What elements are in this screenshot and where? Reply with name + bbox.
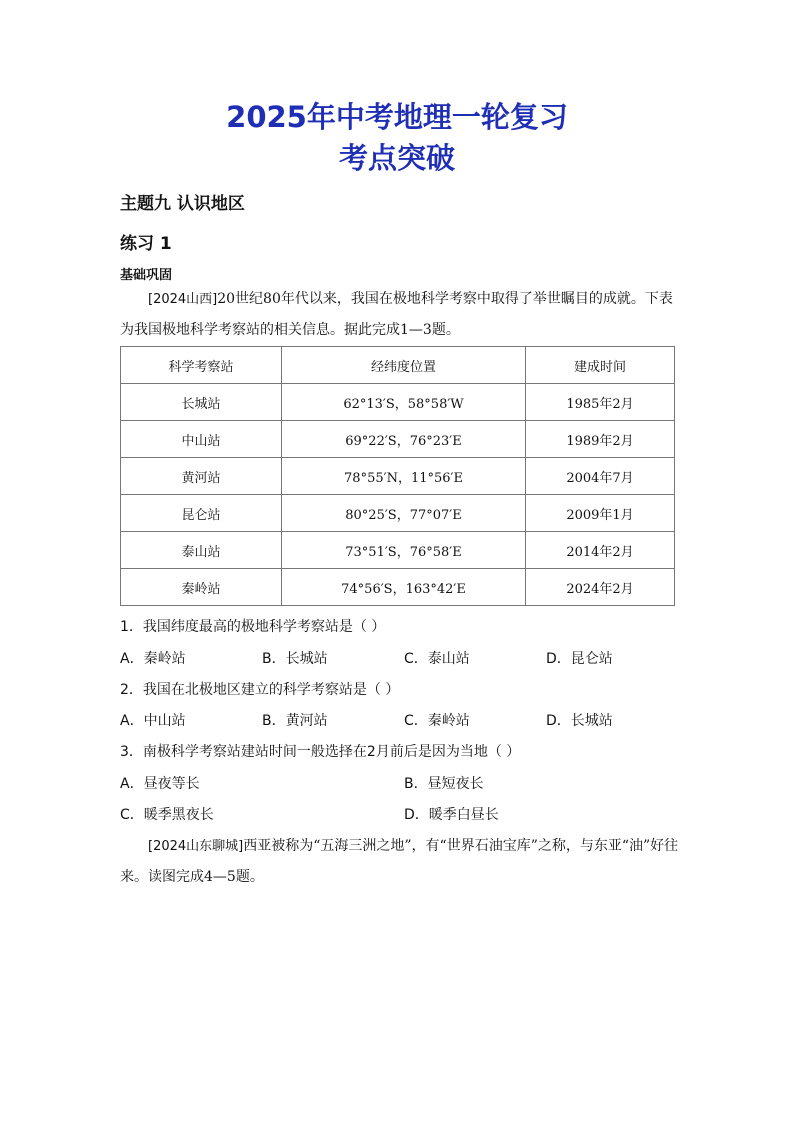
question-2-stem: 2．我国在北极地区建立的科学考察站是（ ）: [120, 682, 400, 698]
source-tag: [2024山东聊城]: [148, 839, 244, 854]
stations-table: [120, 346, 675, 606]
column-header: 科学考察站: [121, 347, 282, 384]
question-1-option-d: D．昆仑站: [546, 651, 613, 667]
exercise-heading: 练习 1: [120, 234, 172, 254]
question-2-option-d: D．长城站: [546, 713, 613, 729]
question-1-option-b: B．长城站: [262, 651, 328, 667]
table-row: [121, 458, 675, 495]
question-3-option-c: C．暖季黑夜长: [120, 807, 214, 823]
table-row: [121, 384, 675, 421]
question-2-option-a: A．中山站: [120, 713, 186, 729]
question-2-option-b: B．黄河站: [262, 713, 328, 729]
intro-text: 西亚被称为“五海三洲之地”，有“世界石油宝库”之称，与东亚“油”好往来。读图完成4—5题。: [120, 838, 679, 885]
question-1-stem: 1．我国纬度最高的极地科学考察站是（ ）: [120, 619, 386, 635]
question-1-option-c: C．泰山站: [404, 651, 470, 667]
topic-heading: 主题九 认识地区: [120, 194, 245, 214]
document-title: 2025年中考地理一轮复习: [226, 100, 568, 134]
station-name: 长城站: [121, 384, 282, 421]
station-coordinates: 74°56′S，163°42′E: [282, 569, 526, 606]
section-heading: 基础巩固: [120, 268, 173, 283]
document-subtitle: 考点突破: [338, 141, 455, 175]
table-row: [121, 532, 675, 569]
question-3-option-b: B．昼短夜长: [404, 776, 484, 792]
station-date: 1989年2月: [526, 421, 675, 458]
station-name: 黄河站: [121, 458, 282, 495]
station-date: 2024年2月: [526, 569, 675, 606]
station-coordinates: 73°51′S，76°58′E: [282, 532, 526, 569]
table-header-row: [121, 347, 675, 384]
table-row: [121, 421, 675, 458]
station-coordinates: 69°22′S，76°23′E: [282, 421, 526, 458]
station-name: 秦岭站: [121, 569, 282, 606]
station-name: 昆仑站: [121, 495, 282, 532]
intro-paragraph-1: [120, 284, 680, 346]
source-tag: [2024山西]: [148, 292, 218, 307]
question-3-stem: 3．南极科学考察站建站时间一般选择在2月前后是因为当地（ ）: [120, 744, 521, 760]
question-2-option-c: C．秦岭站: [404, 713, 470, 729]
intro-text: 20世纪80年代以来，我国在极地科学考察中取得了举世瞩目的成就。下表为我国极地科学考察站的相关信息。据此完成1—3题。: [120, 291, 673, 338]
intro-paragraph-2: [120, 831, 680, 893]
station-name: 泰山站: [121, 532, 282, 569]
station-name: 中山站: [121, 421, 282, 458]
column-header: 建成时间: [526, 347, 675, 384]
table-row: [121, 495, 675, 532]
column-header: 经纬度位置: [282, 347, 526, 384]
station-coordinates: 80°25′S，77°07′E: [282, 495, 526, 532]
station-coordinates: 62°13′S，58°58′W: [282, 384, 526, 421]
question-3-option-d: D．暖季白昼长: [404, 807, 499, 823]
question-3-option-a: A．昼夜等长: [120, 776, 200, 792]
question-1-option-a: A．秦岭站: [120, 651, 186, 667]
station-date: 2009年1月: [526, 495, 675, 532]
station-date: 2004年7月: [526, 458, 675, 495]
station-coordinates: 78°55′N，11°56′E: [282, 458, 526, 495]
station-date: 1985年2月: [526, 384, 675, 421]
station-date: 2014年2月: [526, 532, 675, 569]
table-row: [121, 569, 675, 606]
